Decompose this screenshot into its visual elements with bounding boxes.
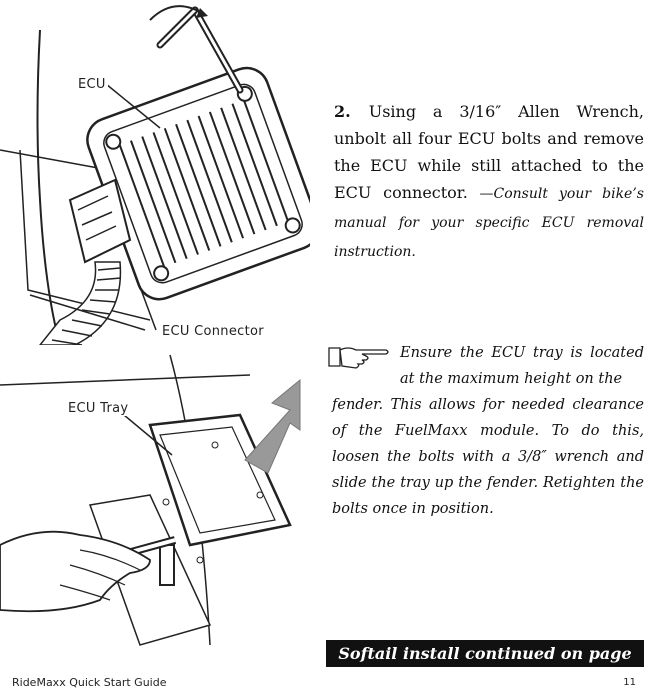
step-text: Using a 3/16″ Allen Wrench, unbolt all four ECU bolts and remove the ECU while still attached to the ECU connector. (334, 102, 644, 202)
ecu-illustration (0, 0, 310, 345)
step-2-instruction (334, 98, 644, 266)
tip-paragraph (332, 340, 644, 522)
step-note: —Consult your bike’s manual for your specific ECU removal instruction. (334, 186, 644, 260)
label-ecu: ECU (78, 77, 106, 92)
tip-rest: fender. This allows for needed clearance of the FuelMaxx module. To do this, loosen the bolts with a 3/8″ wrench and slide the tray up the fender. Retighten the bolts once in position. (332, 397, 644, 517)
tip-first-line: Ensure the ECU tray is located at the maximum height on the (400, 345, 644, 387)
arrow-up-icon (245, 380, 300, 473)
continued-banner: Softail install continued on page 14… (326, 640, 644, 667)
step-number: 2. (334, 102, 351, 121)
page-number: 11 (623, 677, 636, 688)
label-ecu-tray: ECU Tray (68, 401, 129, 416)
ecu-tray-illustration (0, 345, 320, 665)
footer-title: RideMaxx Quick Start Guide (12, 676, 167, 689)
label-ecu-connector: ECU Connector (162, 324, 264, 339)
